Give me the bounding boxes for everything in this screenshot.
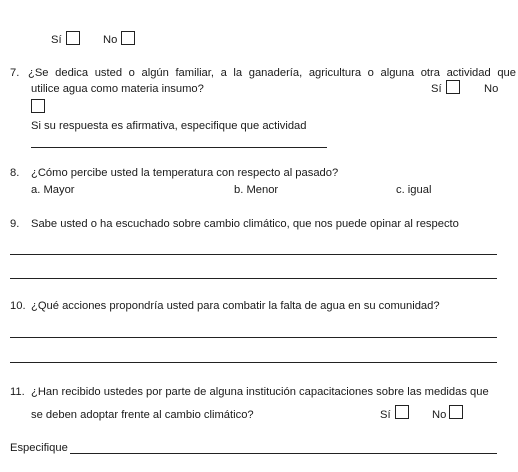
q8-option-a[interactable]: a. Mayor	[31, 184, 75, 196]
q11-question-line2: se deben adoptar frente al cambio climático?	[31, 409, 254, 421]
q11-no-label: No	[432, 409, 447, 421]
q8-question: ¿Cómo percibe usted la temperatura con respecto al pasado?	[31, 167, 339, 179]
q7-word: ganadería,	[248, 67, 303, 79]
top-si-checkbox[interactable]	[66, 31, 80, 45]
q7-word: o	[128, 67, 135, 79]
q7-word: a	[220, 67, 227, 79]
top-si-label: Sí	[51, 34, 62, 46]
q8-number: 8.	[10, 167, 20, 179]
q7-answer-line[interactable]	[31, 147, 327, 148]
q7-no-label: No	[484, 83, 499, 95]
q10-question: ¿Qué acciones propondría usted para combatir la falta de agua en su comunidad?	[31, 300, 440, 312]
q7-word: agricultura	[308, 67, 362, 79]
q8-option-b[interactable]: b. Menor	[234, 184, 279, 196]
q7-word: ¿Se	[28, 67, 49, 79]
q11-question-line1: ¿Han recibido ustedes por parte de alguna institución capacitaciones sobre las medidas que	[31, 386, 489, 398]
q11-number: 11.	[10, 386, 25, 398]
q7-question-line2: utilice agua como materia insumo?	[31, 83, 204, 95]
q7-word: familiar,	[175, 67, 214, 79]
q7-si-label: Sí	[431, 83, 442, 95]
q7-followup: Si su respuesta es afirmativa, especifique que actividad	[31, 120, 307, 132]
q10-number: 10.	[10, 300, 26, 312]
q11-si-label: Sí	[380, 409, 391, 421]
q7-number: 7.	[10, 67, 20, 79]
q11-si-checkbox[interactable]	[395, 405, 409, 419]
q7-no-checkbox[interactable]	[31, 99, 45, 113]
top-no-label: No	[103, 34, 118, 46]
q7-word: dedica	[55, 67, 89, 79]
q7-word: la	[233, 67, 243, 79]
q7-si-checkbox[interactable]	[446, 80, 460, 94]
q7-word: usted	[94, 67, 123, 79]
especifique-label: Especifique	[10, 442, 68, 454]
q9-question: Sabe usted o ha escuchado sobre cambio climático, que nos puede opinar al respecto	[31, 218, 459, 230]
q7-question-line1	[28, 66, 516, 80]
q7-word: alguna	[380, 67, 415, 79]
q7-word: que	[497, 67, 516, 79]
top-no-checkbox[interactable]	[121, 31, 135, 45]
q9-answer-line-1[interactable]	[10, 254, 497, 255]
q10-answer-line-2[interactable]	[10, 362, 497, 363]
q9-answer-line-2[interactable]	[10, 278, 497, 279]
q8-option-c[interactable]: c. igual	[396, 184, 432, 196]
q7-word: actividad	[446, 67, 491, 79]
q7-word: algún	[141, 67, 169, 79]
q7-word: o	[367, 67, 374, 79]
q10-answer-line-1[interactable]	[10, 337, 497, 338]
q7-word: otra	[420, 67, 440, 79]
q11-no-checkbox[interactable]	[449, 405, 463, 419]
especifique-answer-line[interactable]	[70, 453, 497, 454]
q9-number: 9.	[10, 218, 20, 230]
